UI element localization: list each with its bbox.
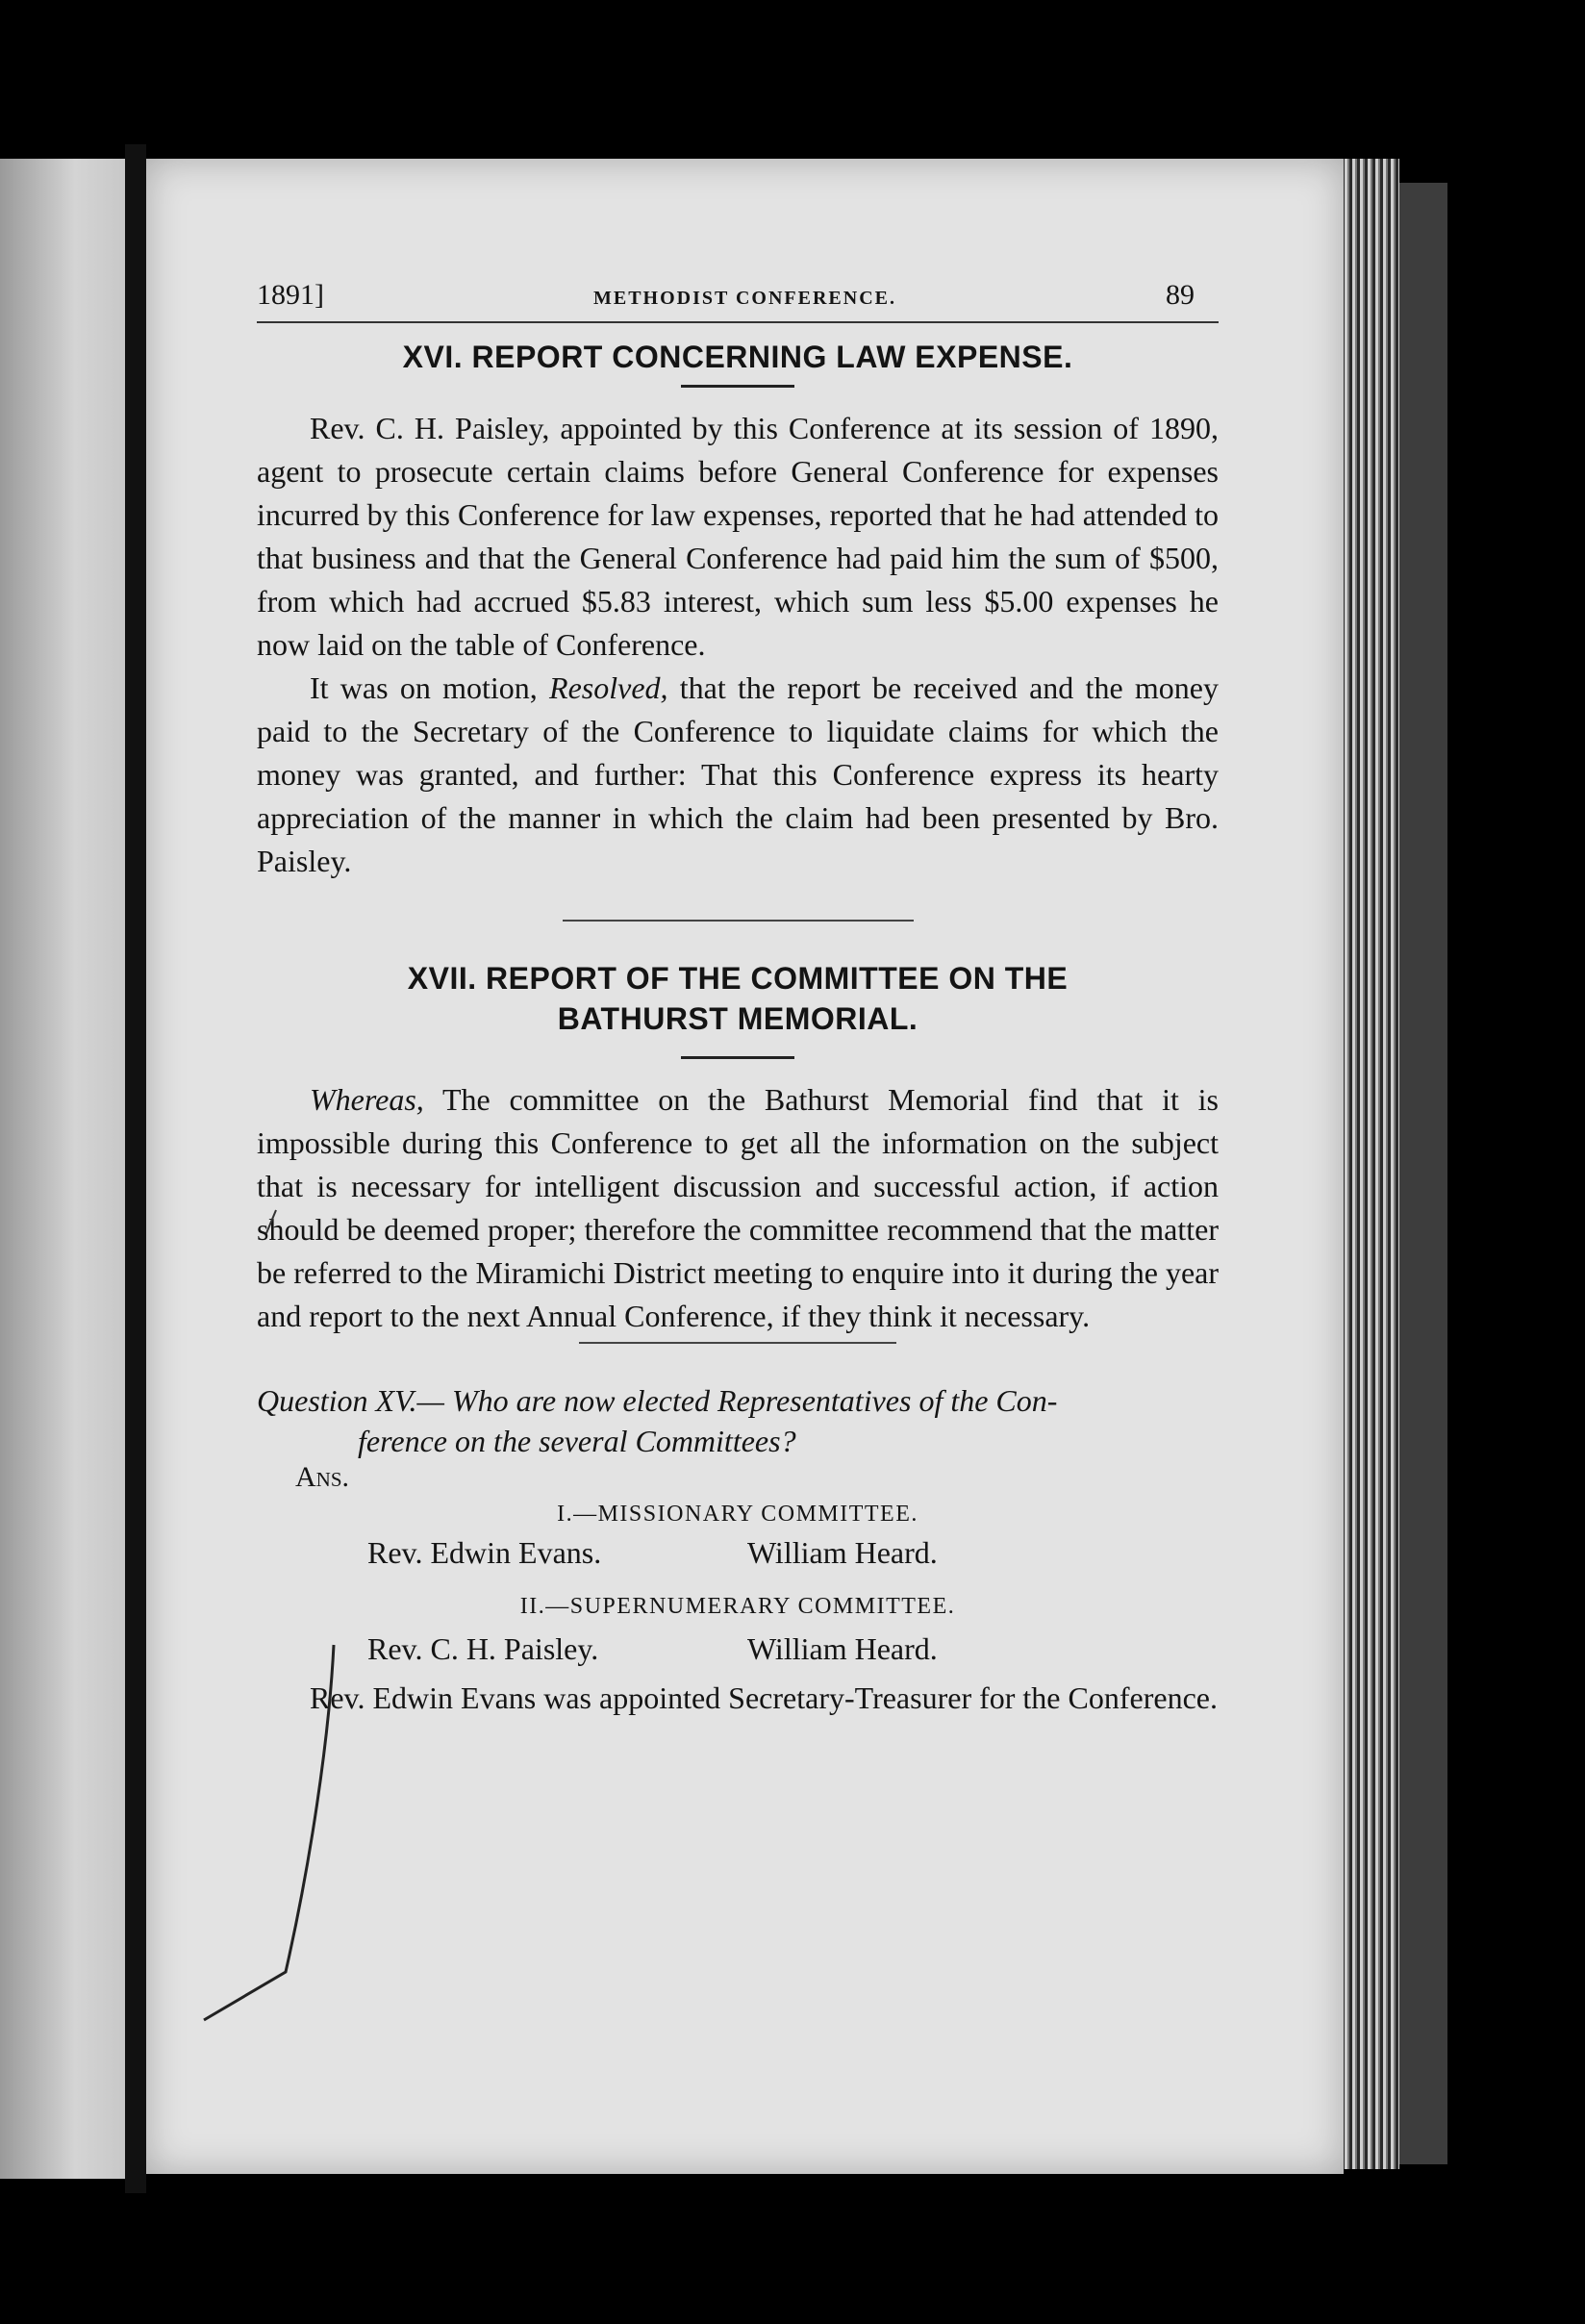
- supernumerary-committee-members: [257, 1631, 1219, 1667]
- book-cover-edge: [1399, 183, 1447, 2164]
- closing-paragraph: Rev. Edwin Evans was appointed Secretary-Treasurer for the Conference.: [310, 1680, 1218, 1715]
- section-17-title-line-1: XVII. REPORT OF THE COMMITTEE ON THE: [407, 961, 1069, 996]
- header-page-number: 89: [1165, 279, 1195, 311]
- question-xv: [257, 1380, 1219, 1461]
- section-separator: [563, 920, 914, 922]
- book-page: [146, 159, 1344, 2174]
- left-page-edge: [0, 159, 125, 2179]
- missionary-committee-members: [257, 1535, 1219, 1571]
- committee-member: William Heard.: [747, 1535, 938, 1570]
- committee-member: William Heard.: [747, 1631, 938, 1666]
- section-17-paragraph: [257, 1078, 1219, 1338]
- question-separator: [579, 1342, 896, 1344]
- section-16-rule: [681, 385, 794, 388]
- answer-label: Ans.: [295, 1461, 350, 1493]
- supernumerary-committee-heading: II.—SUPERNUMERARY COMMITTEE.: [519, 1594, 956, 1619]
- header-rule: [257, 321, 1219, 323]
- committee-member: Rev. Edwin Evans.: [367, 1535, 602, 1570]
- section-16-title: XVI. REPORT CONCERNING LAW EXPENSE.: [402, 340, 1073, 374]
- question-line-1: Question XV.— Who are now elected Representatives of the Con-: [257, 1383, 1058, 1418]
- committee-member: Rev. C. H. Paisley.: [367, 1631, 599, 1666]
- paragraph-2-lead: It was on motion,: [310, 670, 550, 705]
- header-year: 1891]: [257, 279, 324, 311]
- section-17-paragraph-text: The committee on the Bathurst Memorial find that it is impossible during this Conference to get all the information on the subject that is necessary for intelligent discussion and successful action, if action should be deemed proper; therefore the committee recommend that the matter be referred to the Miramichi District meeting to enquire into it during the year and report to the next Annual Conference, if they think it necessary.: [257, 1082, 1219, 1333]
- section-16-paragraph-1: Rev. C. H. Paisley, appointed by this Conference at its session of 1890, agent to prosecute certain claims before General Conference for expenses incurred by this Conference for law expenses, reported that he had attended to that business and that the General Conference had paid him the sum of $500, from which had accrued $5.83 interest, which sum less $5.00 expenses he now laid on the table of Conference.: [257, 411, 1219, 662]
- book-gutter: [125, 144, 146, 2193]
- whereas-word: Whereas,: [310, 1082, 424, 1117]
- missionary-committee-heading: I.—MISSIONARY COMMITTEE.: [557, 1502, 918, 1527]
- running-header: [257, 279, 1219, 312]
- paragraph-2-rest: that the report be received and the money paid to the Secretary of the Conference to liquidate claims for which the money was granted, and further: That this Conference express its hearty appreciation of the manner in which the claim had been presented by Bro. Paisley.: [257, 670, 1220, 878]
- question-line-2: ference on the several Committees?: [358, 1424, 796, 1458]
- header-running-title: METHODIST CONFERENCE.: [592, 288, 896, 309]
- section-17-title-line-2: BATHURST MEMORIAL.: [557, 1001, 918, 1036]
- page-content: [257, 279, 1219, 1720]
- pencil-tick-mark: [257, 1207, 286, 1236]
- page-stack-edge: [1342, 159, 1399, 2169]
- section-16-paragraph-2: [257, 667, 1219, 883]
- pencil-bracket-mark: [194, 1626, 387, 2030]
- resolved-word: Resolved,: [549, 670, 668, 705]
- section-17-rule: [681, 1056, 794, 1059]
